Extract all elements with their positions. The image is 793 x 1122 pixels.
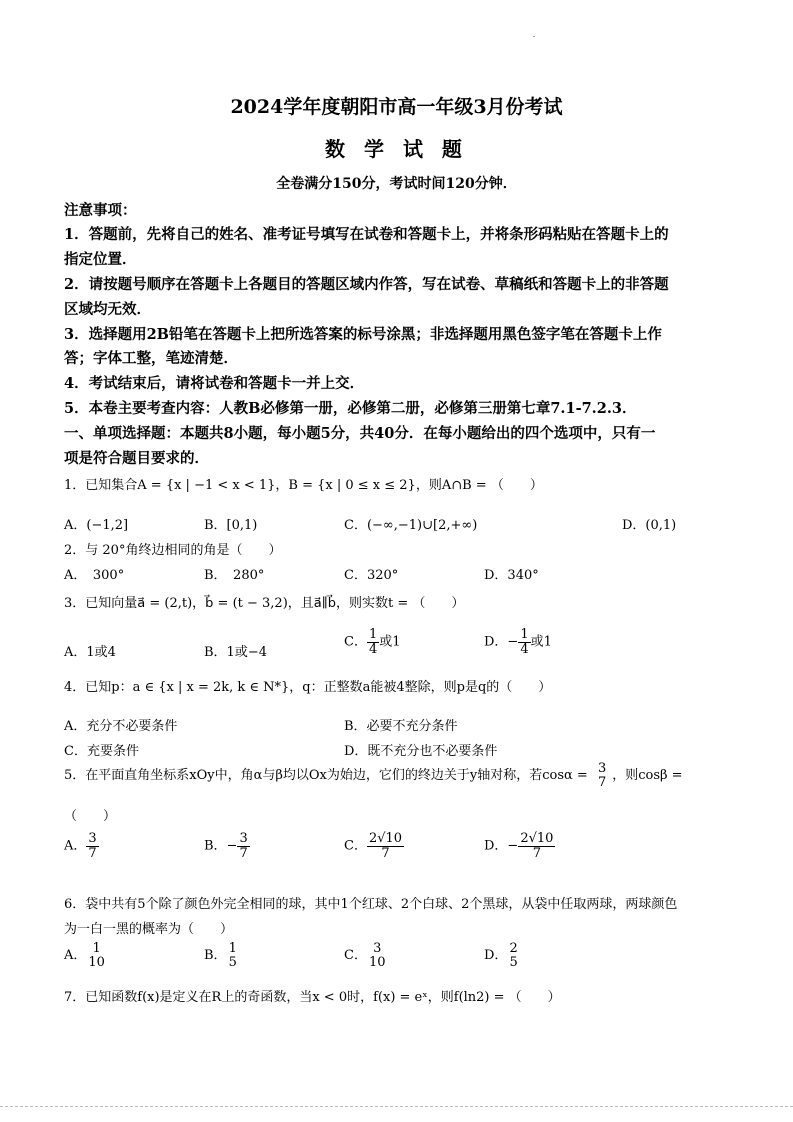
numerator: 1: [92, 941, 101, 956]
denominator: 7: [88, 845, 97, 861]
q6-option-c-label: C．: [344, 948, 367, 964]
section-heading-2: 项是符合题目要求的．: [64, 450, 209, 467]
section-heading-1: 一、单项选择题：本题共8小题，每小题5分，共40分．在每小题给出的四个选项中，只有一: [64, 425, 656, 442]
q6-stem-line-1: 6．袋中共有5个除了颜色外完全相同的球，其中1个红球、2个白球、2个黑球，从袋中任取两球，两球颜色: [64, 897, 678, 912]
q5-option-d: [484, 832, 555, 860]
instruction-5: 5．本卷主要考查内容：人教B必修第一册，必修第二册，必修第三册第七章7.1-7.2.3．: [64, 400, 637, 417]
instruction-2b: 区域均无效．: [64, 301, 151, 318]
instruction-3b: 答；字体工整，笔迹清楚．: [64, 350, 238, 367]
q6-stem-line-2: 为一白一黑的概率为（ ）: [64, 922, 234, 937]
q5-stem: [64, 762, 683, 789]
q6-option-d-fraction: [507, 942, 519, 969]
q5-option-b-label: B．−: [204, 838, 238, 854]
q6-option-a: [64, 942, 107, 969]
q3-option-c-tail: 或1: [379, 634, 401, 650]
q6-option-c-fraction: [367, 942, 388, 969]
q5-option-c: [344, 832, 404, 860]
denominator: 10: [88, 954, 105, 970]
q4-option-d: D．既不充分也不必要条件: [344, 744, 498, 759]
q5-option-a: [64, 832, 99, 860]
q5-stem-text: 5．在平面直角坐标系xOy中，角α与β均以Ox为始边，它们的终边关于y轴对称，若cosα =: [64, 768, 588, 784]
numerator: 2√10: [520, 831, 554, 846]
numerator: 1: [520, 627, 529, 642]
q5-option-d-label: D．−: [484, 838, 519, 854]
denominator: 7: [597, 774, 607, 790]
q6-option-a-fraction: [86, 942, 107, 969]
q3-option-d: [484, 628, 552, 656]
q1-option-c: C．(−∞,−1)∪[2,+∞): [344, 518, 478, 533]
q5-option-a-fraction: [86, 832, 98, 860]
q5-option-d-fraction: [518, 832, 555, 860]
q1-stem: 1．已知集合A = {x | −1 < x < 1}，B = {x | 0 ≤ x ≤ 2}，则A∩B = （ ）: [64, 478, 543, 493]
denominator: 7: [239, 845, 248, 861]
instruction-3a: 3．选择题用2B铅笔在答题卡上把所选答案的标号涂黑；非选择题用黑色签字笔在答题卡上作: [64, 326, 662, 343]
q5-option-b: [204, 832, 250, 860]
q6-option-d-label: D．: [484, 948, 508, 964]
page-bottom-divider: [0, 1106, 793, 1107]
numerator: 2: [509, 941, 518, 956]
denominator: 5: [228, 954, 237, 970]
q6-option-b: [204, 942, 239, 969]
q7-stem: 7．已知函数f(x)是定义在R上的奇函数，当x < 0时，f(x) = eˣ，则f(ln2) = （ ）: [64, 990, 561, 1005]
numerator: 1: [228, 941, 237, 956]
q3-stem: 3．已知向量a⃗ = (2,t)，b⃗ = (t − 3,2)，且a⃗∥b⃗，则实数t = （ ）: [64, 596, 465, 611]
instruction-2a: 2．请按题号顺序在答题卡上各题目的答题区域内作答，写在试卷、草稿纸和答题卡上的非答题: [64, 276, 669, 293]
numerator: 3: [88, 831, 97, 846]
q2-option-a: A． 300°: [64, 568, 125, 583]
denominator: 7: [381, 845, 390, 861]
instructions-heading: 注意事项：: [64, 202, 137, 219]
q5-option-c-label: C．: [344, 838, 367, 854]
q4-stem: 4．已知p：a ∈ {x | x = 2k, k ∈ N*}，q：正整数a能被4整除，则p是q的（ ）: [64, 680, 552, 695]
exam-subtitle: 数 学 试 题: [325, 137, 468, 161]
q1-option-a: A．(−1,2]: [64, 518, 129, 533]
q1-option-d: D．(0,1): [622, 518, 677, 533]
numerator: 3: [373, 941, 382, 956]
q6-option-b-label: B．: [204, 948, 227, 964]
instruction-1b: 指定位置．: [64, 251, 137, 268]
denominator: 5: [509, 954, 518, 970]
q2-stem: 2．与 20°角终边相同的角是（ ）: [64, 543, 282, 558]
exam-notice: 全卷满分150分，考试时间120分钟．: [276, 176, 517, 192]
instruction-4: 4．考试结束后，请将试卷和答题卡一并上交．: [64, 375, 365, 392]
q3-option-a: A．1或4: [64, 645, 116, 660]
q6-option-c: [344, 942, 388, 969]
q5-option-b-fraction: [237, 832, 249, 860]
q6-option-d: [484, 942, 520, 969]
numerator: 3: [239, 831, 248, 846]
q2-option-b: B． 280°: [204, 568, 265, 583]
q6-option-a-label: A．: [64, 948, 87, 964]
numerator: 3: [597, 761, 607, 776]
exam-title: 2024学年度朝阳市高一年级3月份考试: [230, 96, 563, 118]
q3-option-c-label: C．: [344, 634, 367, 650]
q5-option-c-fraction: [367, 832, 404, 860]
q3-option-d-tail: 或1: [530, 634, 552, 650]
q2-option-c: C．320°: [344, 568, 399, 583]
numerator: 1: [368, 627, 378, 642]
numerator: 2√10: [368, 831, 403, 846]
q5-stem-fraction: [596, 762, 608, 789]
q1-option-b: B．[0,1): [204, 518, 258, 533]
q5-option-a-label: A．: [64, 838, 87, 854]
denominator: 7: [532, 845, 542, 861]
q5-stem-tail: ，则cosβ =: [612, 768, 683, 784]
denominator: 4: [368, 641, 378, 657]
q3-option-d-label: D．−: [484, 634, 519, 650]
q6-option-b-fraction: [227, 942, 239, 969]
q3-option-c: [344, 628, 401, 656]
q2-option-d: D．340°: [484, 568, 539, 583]
denominator: 4: [520, 641, 529, 657]
denominator: 10: [368, 954, 386, 970]
q4-option-b: B．必要不充分条件: [344, 719, 458, 734]
q4-option-c: C．充要条件: [64, 744, 139, 759]
q4-option-a: A．充分不必要条件: [64, 719, 178, 734]
instruction-1a: 1．答题前，先将自己的姓名、准考证号填写在试卷和答题卡上，并将条形码粘贴在答题卡上的: [64, 226, 669, 243]
q5-stem-line-2: （ ）: [64, 809, 117, 824]
q3-option-b: B．1或−4: [204, 645, 267, 660]
q3-option-d-fraction: [518, 628, 530, 656]
q3-option-c-fraction: [367, 628, 379, 656]
scan-speck: [533, 36, 535, 37]
